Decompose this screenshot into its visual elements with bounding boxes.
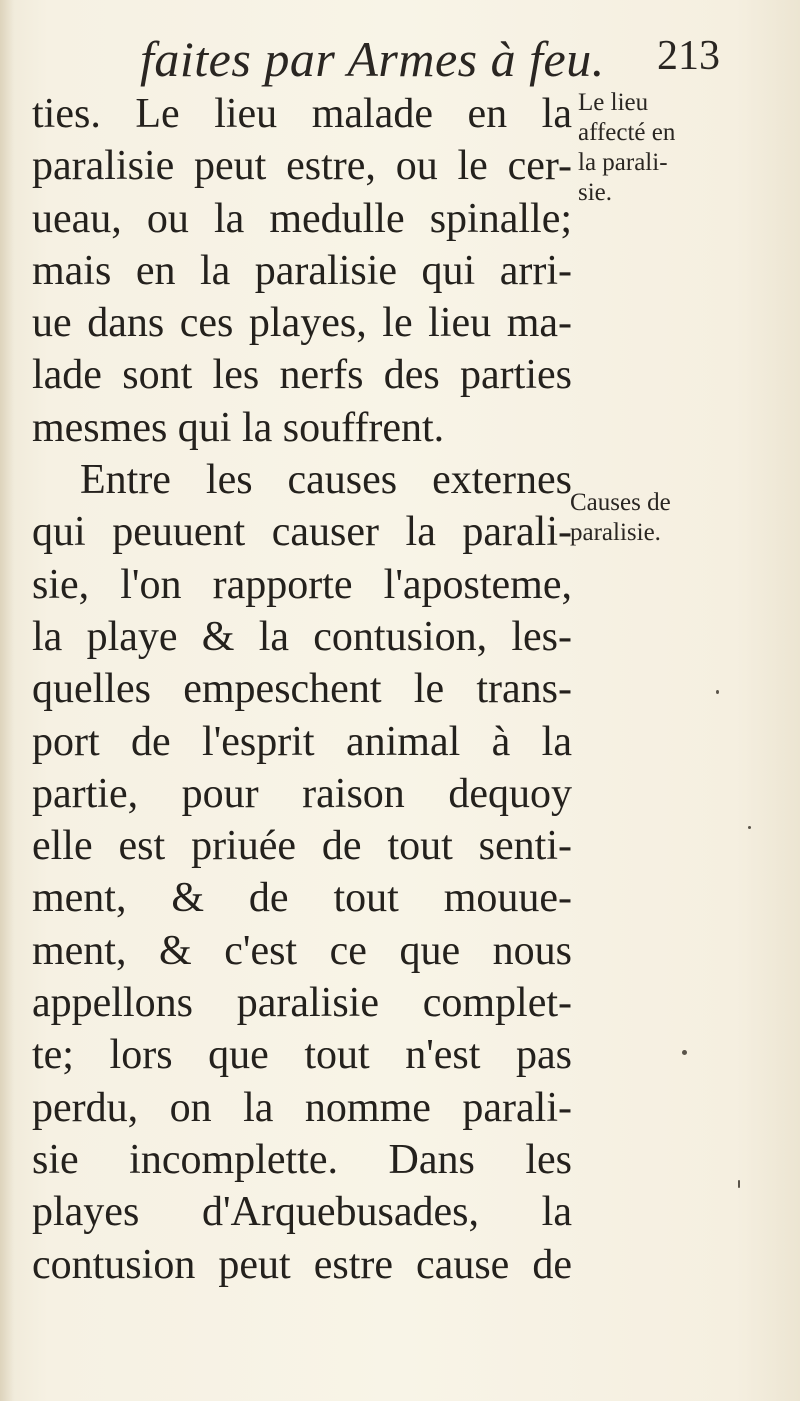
text-line: quelles empeschent le trans- [32, 666, 572, 713]
ink-speck [738, 1180, 740, 1188]
text-line: ment, & de tout mouue- [32, 875, 572, 922]
marginal-note-affected-place [578, 88, 675, 208]
text-line: playes d'Arquebusades, la [32, 1189, 572, 1236]
text-line: sie incomplette. Dans les [32, 1136, 572, 1183]
page-gutter-shadow [0, 0, 14, 1401]
text-line: lade sont les nerfs des parties [32, 352, 572, 399]
running-title: faites par Armes à feu. [140, 31, 605, 87]
text-line: perdu, on la nomme parali- [32, 1084, 572, 1131]
text-line: contusion peut estre cause de [32, 1241, 572, 1288]
text-line: mais en la paralisie qui arri- [32, 247, 572, 294]
text-line: sie, l'on rapporte l'aposteme, [32, 561, 572, 608]
ink-speck [748, 826, 751, 829]
marginal-note-line: affecté en [578, 119, 676, 146]
text-line: la playe & la contusion, les- [32, 613, 572, 660]
text-line: qui peuuent causer la parali- [32, 509, 572, 556]
marginal-note-causes [570, 488, 671, 548]
text-line: paralisie peut estre, ou le cer- [32, 143, 572, 190]
ink-speck [682, 1050, 687, 1055]
marginal-note-line: la parali- [578, 149, 668, 176]
text-line: Entre les causes externes [80, 457, 572, 504]
text-line: elle est priuée de tout senti- [32, 823, 572, 870]
text-line: ment, & c'est ce que nous [32, 927, 572, 974]
marginal-note-line: paralisie. [570, 519, 661, 546]
text-line: ue dans ces playes, le lieu ma- [32, 300, 572, 347]
page-number: 213 [657, 33, 720, 79]
text-line: appellons paralisie complet- [32, 980, 572, 1027]
marginal-note-line: sie. [578, 179, 613, 206]
text-line: ueau, ou la medulle spinalle; [32, 195, 572, 242]
marginal-note-line: Le lieu [578, 89, 649, 116]
text-line: ties. Le lieu malade en la [32, 91, 572, 137]
text-line: partie, pour raison dequoy [32, 770, 572, 817]
body-text [32, 88, 572, 1291]
ink-speck [716, 690, 719, 694]
text-line: mesmes qui la souffrent. [32, 404, 445, 451]
text-line: te; lors que tout n'est pas [32, 1032, 572, 1079]
text-line: port de l'esprit animal à la [32, 718, 572, 765]
marginal-note-line: Causes de [570, 489, 671, 516]
